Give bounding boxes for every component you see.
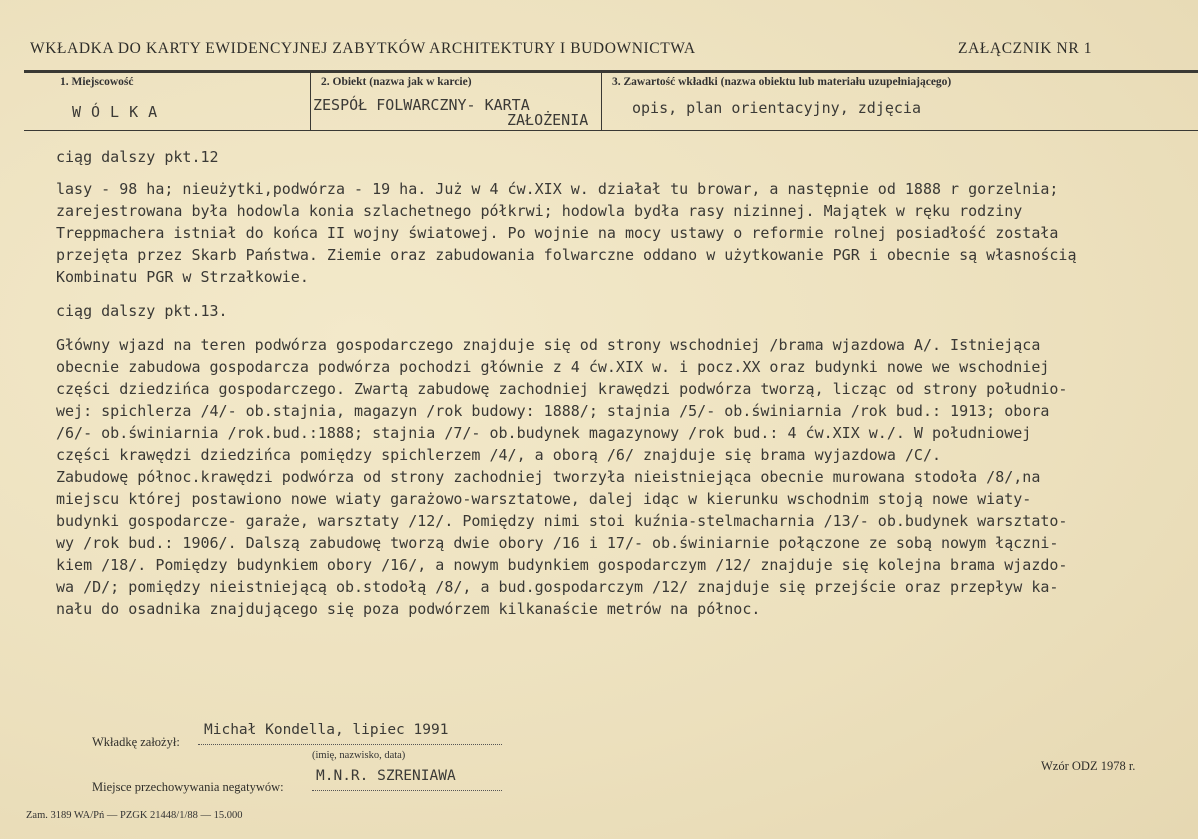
section13-line: budynki gospodarcze- garaże, warsztaty /12/. Pomiędzy nimi stoi kuźnia-stelmacharnia /13/- ob.budynek warsztato- [56,512,1068,530]
section13-line: obecnie zabudowa gospodarcza podwórza pochodzi głównie z 4 ćw.XIX w. i pocz.XX oraz budynki nowe we wschodniej [56,358,1050,376]
section12-heading: ciąg dalszy pkt.12 [56,148,219,166]
object-field [310,72,602,131]
annex-number: ZAŁĄCZNIK NR 1 [958,40,1093,57]
section13-line: wa /D/; pomiędzy nieistniejącą ob.stodołą /8/, a bud.gospodarczym /12/ znajduje się przejście oraz przepływ ka- [56,578,1059,596]
storage-label: Miejsce przechowywania negatywów: [92,780,284,794]
author-underline [198,744,502,745]
storage-underline [312,790,502,791]
section13-line: miejscu której postawiono nowe wiaty garażowo-warsztatowe, dalej idąc w kierunku wschodnim stoją nowe wiaty- [56,490,1032,508]
contents-value: opis, plan orientacyjny, zdjęcia [632,99,921,117]
section13-line: /6/- ob.świniarnia /rok.bud.:1888; stajnia /7/- ob.budynek magazynowy /rok bud.: 4 ćw.XIX w./. W południowej [56,424,1032,442]
form-reference: Wzór ODZ 1978 r. [1041,759,1136,773]
section12-line: przejęta przez Skarb Państwa. Ziemie oraz zabudowania folwarczne oddano w użytkowanie PGR i obecnie są własnością [56,246,1077,264]
document-title: WKŁADKA DO KARTY EWIDENCYJNEJ ZABYTKÓW ARCHITEKTURY I BUDOWNICTWA [30,40,696,57]
section13-heading: ciąg dalszy pkt.13. [56,302,228,320]
section12-line: zarejestrowana była hodowla konia szlachetnego półkrwi; hodowla bydła rasy nizinnej. Majątek w ręku rodziny [56,202,1023,220]
storage-value: M.N.R. SZRENIAWA [316,768,456,784]
object-value-line2: ZAŁOŻENIA [507,111,589,129]
section12-line: lasy - 98 ha; nieużytki,podwórza - 19 ha. Już w 4 ćw.XIX w. działał tu browar, a następnie od 1888 r gorzelnia; [56,180,1059,198]
section12-line: Kombinatu PGR w Strzałkowie. [56,268,309,286]
section13-line: wej: spichlerza /4/- ob.stajnia, magazyn /rok budowy: 1888/; stajnia /5/- ob.świniarnia /rok bud.: 1913; obora [56,402,1050,420]
author-label: Wkładkę założył: [92,735,180,749]
contents-label: 3. Zawartość wkładki (nazwa obiektu lub materiału uzupełniającego) [612,76,952,88]
section13-line: nału do osadnika znajdującego się poza podwórzem kilkanaście metrów na północ. [56,600,761,618]
section13-line: Zabudowę północ.krawędzi podwórza od strony zachodniej tworzyła nieistniejąca obecnie murowana stodoła /8/,na [56,468,1041,486]
contents-field [602,72,1198,131]
section13-line: Główny wjazd na teren podwórza gospodarczego znajduje się od strony wschodniej /brama wjazdowa A/. Istniejąca [56,336,1041,354]
section13-line: wy /rok bud.: 1906/. Dalszą zabudowę tworzą dwie obory /16 i 17/- ob.świniarnie połączone ze sobą nowym łączni- [56,534,1059,552]
object-label: 2. Obiekt (nazwa jak w karcie) [321,76,472,88]
section12-line: Treppmachera istniał do końca II wojny światowej. Po wojnie na mocy ustawy o reformie rolnej posiadłość została [56,224,1059,242]
locality-field [24,72,310,131]
section13-line: części dziedzińca gospodarczego. Zwartą zabudowę zachodniej krawędzi podwórza tworzą, licząc od strony południo- [56,380,1068,398]
object-value-line1: ZESPÓŁ FOLWARCZNY- KARTA [313,96,530,114]
print-note: Zam. 3189 WA/Pń — PZGK 21448/1/88 — 15.000 [26,810,243,821]
author-hint: (imię, nazwisko, data) [312,750,406,761]
section13-line: części krawędzi dziedzińca pomiędzy spichlerzem /4/, a oborą /6/ znajduje się brama wyjazdowa /C/. [56,446,942,464]
section13-line: kiem /18/. Pomiędzy budynkiem obory /16/, a nowym budynkiem gospodarczym /12/ znajduje się kolejna brama wjazdo- [56,556,1068,574]
author-value: Michał Kondella, lipiec 1991 [204,722,449,738]
locality-value: WÓLKA [72,103,168,121]
document-body [56,146,1198,620]
locality-label: 1. Miejscowość [60,76,134,88]
